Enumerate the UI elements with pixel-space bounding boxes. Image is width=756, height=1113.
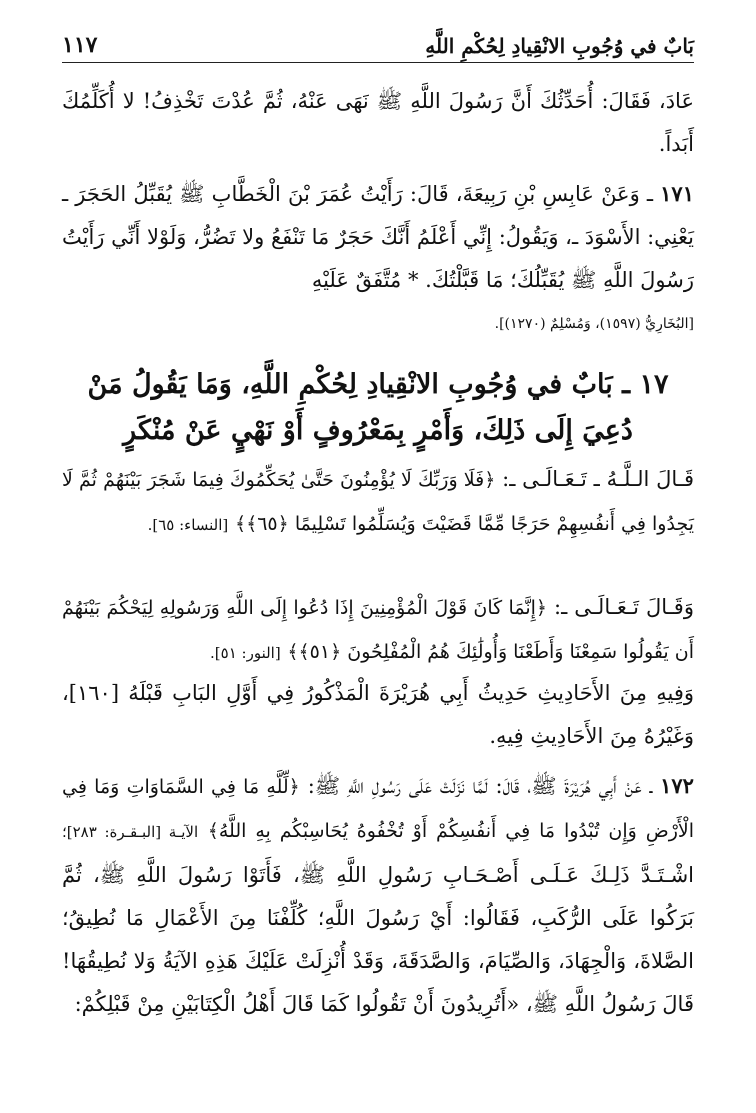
paragraph-continuation	[62, 80, 694, 166]
verse-text: ﴿فَلَا وَرَبِّكَ لَا يُؤْمِنُونَ حَتَّىٰ يُحَكِّمُوكَ فِيمَا شَجَرَ بَيْنَهُمْ ثُمَّ لَا يَجِدُوا فِي أَنفُسِهِمْ حَرَجًا مِّمَّا قَضَيْتَ وَيُسَلِّمُوا تَسْلِيمًا ﴿٦٥﴾﴾	[62, 469, 694, 535]
verse-intro: قَـالَ الـلَّـهُ ـ تَـعَـالَـى ـ:	[502, 467, 694, 491]
hadith-quote: ﴿لِّلَّهِ مَا فِي السَّمَاوَاتِ وَمَا فِي الْأَرْضِ وَإِن تُبْدُوا مَا فِي أَنفُسِكُمْ أَوْ تُخْفُوهُ يُحَاسِبْكُم بِهِ اللَّهُ﴾	[62, 776, 694, 842]
hadith-172	[62, 764, 694, 1026]
hadith-number: ١٧٢	[660, 773, 694, 798]
verse-intro: وَقَـالَ تَـعَـالَـى ـ:	[554, 595, 694, 619]
hadith-text-b: اشْـتَـدَّ ذَلِـكَ عَـلَـى أَصْـحَـابِ رَسُولِ اللَّهِ ﷺ، فَأَتَوْا رَسُولَ اللَّهِ ﷺ، ثُمَّ بَرَكُوا عَلَى الرُّكَبِ، فَقَالُوا: أَيْ رَسُولَ اللَّهِ؛ كُلِّفْنَا مِنَ الأَعْمَالِ مَا نُطِيقُ؛ الصَّلاةَ، وَالْجِهَادَ، وَالصِّيَامَ، وَالصَّدَقَةَ، وَقَدْ أُنْزِلَتْ عَلَيْكَ هَذِهِ الآيَةُ وَلا نُطِيقُهَا! قَالَ رَسُولُ اللَّهِ ﷺ، «أَتُرِيدُونَ أَنْ تَقُولُوا كَمَا قَالَ أَهْلُ الْكِتَابَيْنِ مِنْ قَبْلِكُمْ:	[62, 863, 694, 1016]
hadith-text: ـ وَعَنْ عَابِسِ بْنِ رَبِيعَةَ، قَالَ: رَأَيْتُ عُمَرَ بْنَ الْخَطَّابِ ﷺ يُقَبِّلُ الحَجَرَ ـ يَعْنِي: الأَسْوَدَ ـ، وَيَقُولُ: إِنِّي أَعْلَمُ أَنَّكَ حَجَرٌ مَا تَنْفَعُ ولا تَضُرُّ، وَلَوْلا أَنِّي رَأَيْتُ رَسُولَ اللَّهِ ﷺ يُقَبِّلُكَ؛ مَا قَبَّلْتُكَ. * مُتَّفَقٌ عَلَيْهِ	[62, 182, 694, 292]
hadith-171-reference	[62, 312, 694, 336]
hadith-text-a: ـ عَنْ أَبِي هُرَيْرَةَ ﷺ، قَالَ: لَمَّا نَزَلَتْ عَلَى رَسُولِ اللَّهِ ﷺ:	[307, 774, 653, 798]
running-title: بَابٌ في وُجُوبِ الانْقِيادِ لِحُكْمِ اللَّهِ	[425, 34, 694, 58]
page-header	[62, 22, 694, 58]
quran-verse-2	[62, 586, 694, 675]
paragraph-fihi	[62, 672, 694, 758]
quran-verse-1	[62, 458, 694, 547]
fihi-text: وَفِيهِ مِنَ الأَحَادِيثِ حَدِيثُ أَبِي هُرَيْرَةَ الْمَذْكُورُ فِي أَوَّلِ البَابِ قَبْلَهُ [١٦٠]، وَغَيْرُهُ مِنَ الأَحَادِيثِ فِيهِ.	[62, 681, 694, 748]
page-number: ١١٧	[62, 32, 98, 58]
hadith-reference: [البُخَارِيُّ (١٥٩٧)، وَمُسْلِمٌ (١٢٧٠)].	[494, 316, 694, 332]
ayah-reference: الآيـة [البـقـرة: ٢٨٣]؛	[62, 823, 199, 841]
hadith-171	[62, 172, 694, 302]
hadith-number: ١٧١	[660, 181, 694, 206]
verse-reference: [النور: ٥١].	[210, 644, 281, 662]
continuation-text: عَادَ، فَقَالَ: أُحَدِّثُكَ أَنَّ رَسُولَ اللَّهِ ﷺ نَهَى عَنْهُ، ثُمَّ عُدْتَ تَخْذِفُ! لا أُكَلِّمُكَ أَبَداً.	[62, 89, 694, 156]
header-rule	[62, 62, 694, 63]
chapter-heading: ١٧ ـ بَابٌ في وُجُوبِ الانْقِيادِ لِحُكْمِ اللَّهِ، وَمَا يَقُولُ مَنْ دُعِيَ إِلَى ذَلِكَ، وَأَمْرٍ بِمَعْرُوفٍ أَوْ نَهْيٍ عَنْ مُنْكَرٍ	[87, 369, 669, 446]
verse-reference: [النساء: ٦٥].	[147, 516, 229, 534]
verse-text: ﴿إِنَّمَا كَانَ قَوْلَ الْمُؤْمِنِينَ إِذَا دُعُوا إِلَى اللَّهِ وَرَسُولِهِ لِيَحْكُمَ بَيْنَهُمْ أَن يَقُولُوا سَمِعْنَا وَأَطَعْنَا وَأُولَٰئِكَ هُمُ الْمُفْلِحُونَ ﴿٥١﴾﴾	[62, 597, 694, 663]
